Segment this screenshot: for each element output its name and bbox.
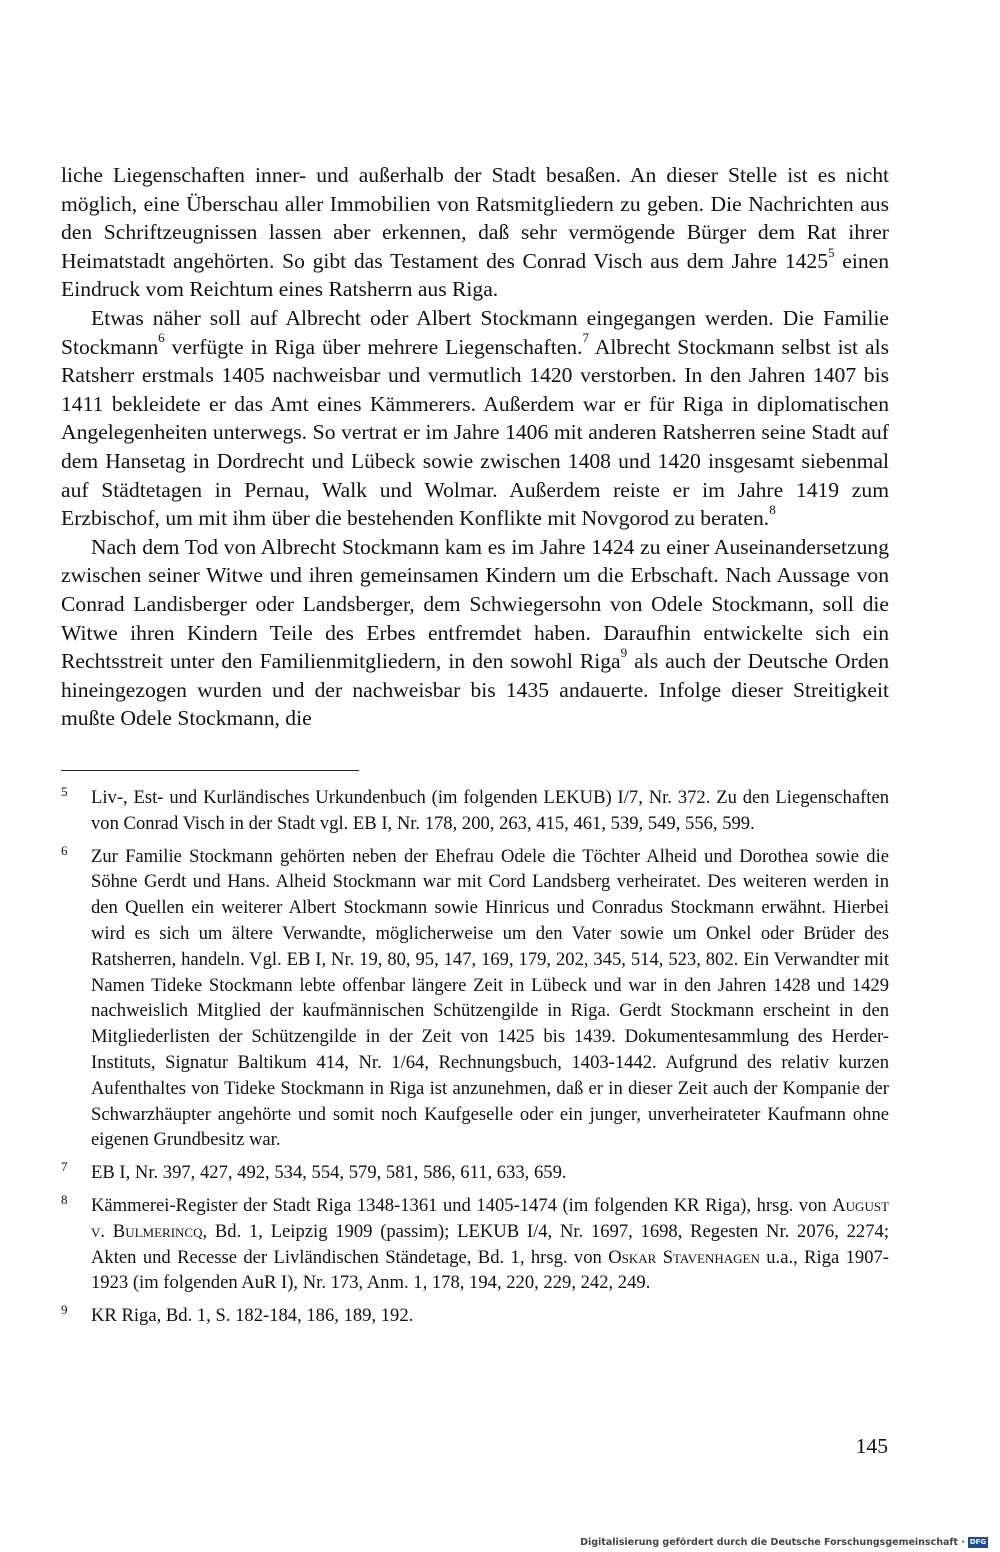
digitization-credit — [580, 1535, 988, 1549]
footnote-7 — [61, 1160, 889, 1186]
footnote-ref: 9 — [620, 644, 628, 660]
page-number: 145 — [855, 1434, 888, 1458]
text-run: liche Liegenschaften inner- und außerhalb der Stadt besaßen. An dieser Stelle ist es nicht möglich, eine Überschau aller Immobilien von Ratsmitgliedern zu geben. Die Nachrichten aus den Schriftzeugnissen lassen aber erkennen, daß sehr vermögende Bürger dem Rat ihrer Heimatstadt angehörten. So gibt das Testament des Conrad Visch aus dem Jahre 1425 — [61, 163, 889, 273]
footnote-ref: 8 — [769, 501, 776, 517]
dfg-logo: DFG — [969, 1538, 987, 1546]
footnote-text: EB I, Nr. 397, 427, 492, 534, 554, 579, 581, 586, 611, 633, 659. — [91, 1162, 567, 1184]
footnote-text: Zur Familie Stockmann gehörten neben der Ehefrau Odele die Töchter Alheid und Dorothea sowie die Söhne Gerdt und Hans. Alheid Stockmann war mit Cord Landsberg verheiratet. Des weiteren werden in den Quellen ein weiterer Albert Stockmann sowie Hinricus und Conradus Stockmann erwähnt. Hierbei wird es sich um ältere Verwandte, möglicherweise um den Vater sowie um Onkel oder Brüder des Ratsherren, handeln. Vgl. EB I, Nr. 19, 80, 95, 147, 169, 179, 202, 345, 514, 523, 802. Ein Verwandter mit Namen Tideke Stockmann lebte offenbar längere Zeit in Lübeck und war in den Jahren 1428 und 1429 nachweislich Mitglied der kaufmännischen Schützengilde in Riga. Gerdt Stockmann erscheint in den Mitgliederlisten der Schützengilde in der Zeit von 1425 bis 1439. Dokumentesammlung des Herder-Instituts, Signatur Baltikum 414, Nr. 1/64, Rechnungsbuch, 1403-1442. Aufgrund des relativ kurzen Aufenthaltes von Tideke Stockmann in Riga ist anzunehmen, daß er in dieser Zeit auch der Kompanie der Schwarzhäupter angehörte und somit noch Kaufgeselle oder ein junger, unverheirateter Kaufmann ohne eigenen Grundbesitz war. — [91, 845, 889, 1151]
credit-text: Digitalisierung gefördert durch die Deutsche Forschungsgemeinschaft · — [580, 1536, 965, 1548]
text-run: verfügte in Riga über mehrere Liegenschaften. — [164, 334, 583, 359]
paragraph-3 — [61, 533, 889, 733]
text-run: u.a., Riga 1907-1923 (im folgenden AuR I), Nr. 173, Anm. 1, 178, 194, 220, 229, 242, 249. — [91, 1246, 889, 1294]
footnote-separator — [61, 770, 359, 771]
text-run: einen Eindruck vom Reichtum eines Ratsherrn aus Riga. — [61, 248, 889, 302]
footnote-8 — [61, 1193, 889, 1296]
footnote-text — [91, 1195, 889, 1293]
footnote-9 — [61, 1303, 889, 1329]
editor-name: August v. Bulmerincq — [91, 1194, 889, 1242]
paragraph-1 — [61, 161, 889, 304]
text-run: Albrecht Stockmann selbst ist als Ratsherr erstmals 1405 nachweisbar und vermutlich 1420 verstorben. In den Jahren 1407 bis 1411 bekleidete er das Amt eines Kämmerers. Außerdem war er für Riga in diplomatischen Angelegenheiten unterwegs. So vertrat er im Jahre 1406 mit anderen Ratsherren seine Stadt auf dem Hansetag in Dordrecht und Lübeck sowie zwischen 1408 und 1420 insgesamt siebenmal auf Städtetagen in Pernau, Walk und Wolmar. Außerdem reiste er im Jahre 1419 zum Erzbischof, um mit ihm über die bestehenden Konflikte mit Novgorod zu beraten. — [61, 334, 889, 531]
text-run: , Bd. 1, Leipzig 1909 (passim); LEKUB I/4, Nr. 1697, 1698, Regesten Nr. 2076, 2274; Akten und Recesse der Livländischen Ständetage, Bd. 1, hrsg. von — [91, 1220, 889, 1268]
footnote-text: Liv-, Est- und Kurländisches Urkundenbuch (im folgenden LEKUB) I/7, Nr. 372. Zu den Liegenschaften von Conrad Visch in der Stadt vgl. EB I, Nr. 178, 200, 263, 415, 461, 539, 549, 556, 599. — [91, 787, 889, 834]
editor-name: Oskar Stavenhagen — [608, 1246, 760, 1268]
footnote-number: 6 — [61, 842, 68, 858]
text-run: Kämmerei-Register der Stadt Riga 1348-1361 und 1405-1474 (im folgenden KR Riga), hrsg. von — [91, 1194, 833, 1216]
footnote-number: 5 — [61, 784, 68, 799]
footnote-number: 7 — [61, 1159, 68, 1175]
text-run: Etwas näher soll auf Albrecht oder Albert Stockmann eingegangen werden. Die Familie Stockmann — [61, 305, 889, 359]
footnote-number: 8 — [61, 1191, 68, 1207]
main-text — [61, 161, 889, 733]
footnote-5 — [61, 785, 889, 837]
text-run: als auch der Deutsche Orden hineingezogen wurden und der nachweisbar bis 1435 andauerte. Infolge dieser Streitigkeit mußte Odele Stockmann, die — [61, 649, 889, 731]
footnote-number: 9 — [61, 1302, 68, 1318]
footnote-text: KR Riga, Bd. 1, S. 182-184, 186, 189, 192. — [91, 1305, 414, 1327]
footnote-6 — [61, 844, 889, 1154]
text-run: Nach dem Tod von Albrecht Stockmann kam es im Jahre 1424 zu einer Auseinandersetzung zwischen seiner Witwe und ihren gemeinsamen Kindern um die Erbschaft. Nach Aussage von Conrad Landisberger oder Landsberger, dem Schwiegersohn von Odele Stockmann, soll die Witwe ihren Kindern Teile des Erbes entfremdet haben. Daraufhin entwickelte sich ein Rechtsstreit unter den Familienmitgliedern, in den sowohl Riga — [61, 534, 889, 674]
footnote-ref: 6 — [158, 330, 165, 346]
paragraph-2 — [61, 304, 889, 533]
footnote-ref: 5 — [828, 244, 835, 260]
footnote-ref: 7 — [582, 330, 589, 346]
footnotes — [61, 785, 889, 1336]
